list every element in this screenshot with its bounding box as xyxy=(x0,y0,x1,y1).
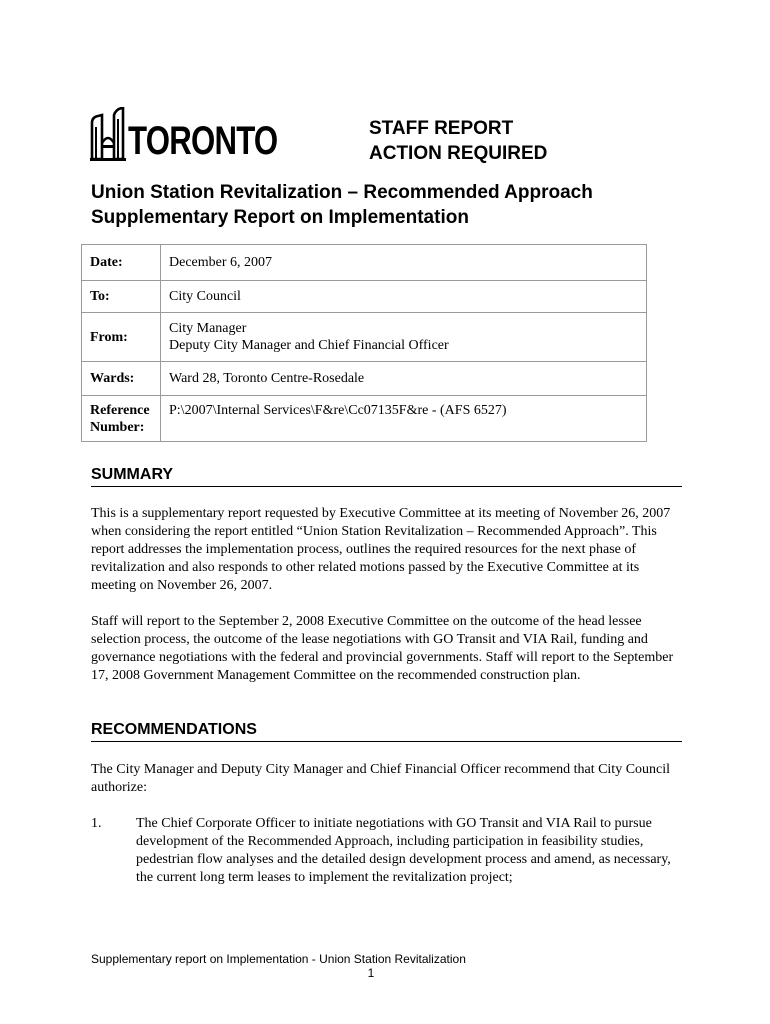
wards-value: Ward 28, Toronto Centre-Rosedale xyxy=(161,362,647,396)
wards-row xyxy=(82,362,647,396)
logo-wordmark: TORONTO xyxy=(128,119,278,163)
reference-row xyxy=(82,396,647,442)
from-value xyxy=(161,313,647,362)
title-line2: Supplementary Report on Implementation xyxy=(91,207,469,228)
from-row xyxy=(82,313,647,362)
toronto-logo xyxy=(90,107,320,161)
report-metadata-table xyxy=(81,244,647,442)
from-value-line2: Deputy City Manager and Chief Financial Officer xyxy=(169,338,449,353)
summary-paragraph-2: Staff will report to the September 2, 2008 Executive Committee on the outcome of the head lessee selection process, the outcome of the lease negotiations with GO Transit and VIA Rail, funding and governance negotiations with the federal and provincial governments. Staff will report to the September 17, 2008 Government Management Committee on the recommended construction plan. xyxy=(91,614,674,683)
summary-heading: SUMMARY xyxy=(91,466,682,487)
report-type-line2: ACTION REQUIRED xyxy=(369,143,548,164)
date-label: Date: xyxy=(82,245,161,281)
report-type-line1: STAFF REPORT xyxy=(369,118,514,139)
report-title xyxy=(91,180,593,230)
reference-label-line2: Number: xyxy=(90,420,145,435)
to-label: To: xyxy=(82,281,161,313)
recommendations-heading: RECOMMENDATIONS xyxy=(91,721,682,742)
report-type xyxy=(369,116,547,166)
page-footer: Supplementary report on Implementation - Union Station Revitalization xyxy=(91,952,466,966)
title-line1: Union Station Revitalization – Recommended Approach xyxy=(91,182,593,203)
to-value: City Council xyxy=(161,281,647,313)
recommendation-1-number: 1. xyxy=(91,816,102,831)
date-value: December 6, 2007 xyxy=(161,245,647,281)
to-row xyxy=(82,281,647,313)
from-value-line1: City Manager xyxy=(169,321,247,336)
city-hall-icon xyxy=(90,107,126,161)
recommendations-intro: The City Manager and Deputy City Manager and Chief Financial Officer recommend that City Council authorize: xyxy=(91,762,671,795)
date-row xyxy=(82,245,647,281)
reference-label xyxy=(82,396,161,442)
page-number: 1 xyxy=(367,966,375,980)
reference-value: P:\2007\Internal Services\F&re\Cc07135F&re - (AFS 6527) xyxy=(161,396,647,442)
summary-paragraph-1: This is a supplementary report requested by Executive Committee at its meeting of November 26, 2007 when considering the report entitled “Union Station Revitalization – Recommended Approach”. This report addresses the implementation process, outlines the required resources for the next phase of revitalization and also responds to other related motions passed by the Executive Committee at its meeting on November 26, 2007. xyxy=(91,506,671,593)
from-label: From: xyxy=(82,313,161,362)
wards-label: Wards: xyxy=(82,362,161,396)
reference-label-line1: Reference xyxy=(90,403,150,418)
recommendation-1-text: The Chief Corporate Officer to initiate negotiations with GO Transit and VIA Rail to pursue development of the Recommended Approach, including participation in feasibility studies, pedestrian flow analyses and the detailed design development process and amend, as necessary, the current long term leases to implement the revitalization project; xyxy=(136,816,671,885)
